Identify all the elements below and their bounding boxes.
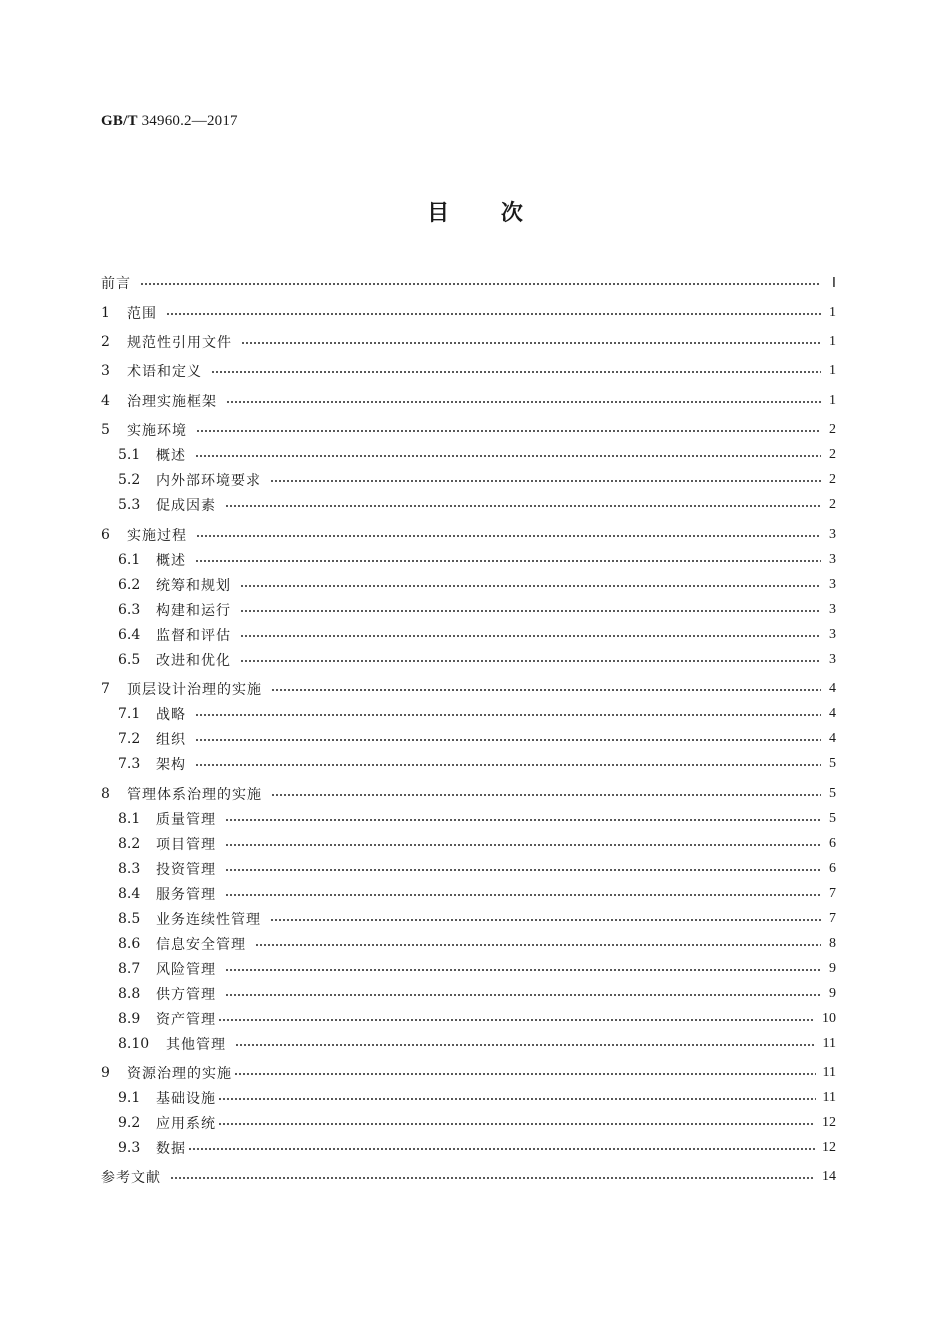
- toc-entry[interactable]: [101, 390, 836, 412]
- toc-entry-page: 3: [829, 552, 836, 567]
- toc-entry[interactable]: [101, 883, 836, 905]
- toc-entry-label: 实施环境: [127, 423, 187, 439]
- toc-leader-dots: [241, 341, 821, 345]
- toc-entry-page: 2: [829, 422, 836, 437]
- toc-entry[interactable]: [101, 1087, 836, 1109]
- toc-entry-number: 1: [101, 305, 110, 321]
- toc-leader-dots: [225, 504, 821, 508]
- toc-entry[interactable]: [101, 494, 836, 516]
- toc-leader-dots: [188, 1147, 815, 1151]
- toc-entry-page: 4: [829, 706, 836, 721]
- toc-entry-page: 11: [822, 1036, 836, 1051]
- toc-entry-number: 7.2: [118, 731, 141, 747]
- toc-leader-dots: [235, 1043, 816, 1047]
- toc-entry[interactable]: [101, 808, 836, 830]
- toc-entry[interactable]: [101, 360, 836, 382]
- toc-entry-label: 促成因素: [156, 498, 216, 514]
- toc-entry[interactable]: [101, 649, 836, 671]
- toc-entry-label: 监督和评估: [156, 628, 231, 644]
- toc-entry-label: 服务管理: [156, 887, 216, 903]
- toc-entry[interactable]: [101, 331, 836, 353]
- toc-entry-number: 9.1: [118, 1090, 141, 1106]
- toc-entry-page: 3: [829, 652, 836, 667]
- toc-entry-page: 3: [829, 577, 836, 592]
- toc-entry[interactable]: [101, 549, 836, 571]
- toc-entry-label: 资源治理的实施: [127, 1066, 232, 1082]
- toc-entry-label: 组织: [156, 732, 186, 748]
- toc-entry-label: 参考文献: [101, 1170, 161, 1186]
- toc-entry-number: 6.5: [118, 652, 141, 668]
- toc-entry-page: 4: [829, 731, 836, 746]
- toc-leader-dots: [225, 968, 821, 972]
- toc-entry-number: 5: [101, 422, 110, 438]
- toc-entry-page: 1: [829, 393, 836, 408]
- toc-entry-label: 应用系统: [156, 1116, 216, 1132]
- toc-entry[interactable]: [101, 678, 836, 700]
- toc-leader-dots: [211, 370, 821, 374]
- toc-entry-number: 5.3: [118, 497, 141, 513]
- toc-entry-page: 8: [829, 936, 836, 951]
- toc-entry-number: 8.6: [118, 936, 141, 952]
- standard-code-prefix: GB/T: [101, 113, 138, 129]
- toc-entry-number: 5.2: [118, 472, 141, 488]
- toc-entry-label: 规范性引用文件: [127, 335, 232, 351]
- toc-leader-dots: [270, 479, 821, 483]
- toc-entry[interactable]: [101, 983, 836, 1005]
- toc-entry[interactable]: [101, 302, 836, 324]
- toc-entry-label: 术语和定义: [127, 364, 202, 380]
- toc-entry[interactable]: [101, 444, 836, 466]
- toc-leader-dots: [240, 609, 821, 613]
- toc-entry-label: 战略: [156, 707, 186, 723]
- toc-entry[interactable]: [101, 272, 836, 294]
- toc-leader-dots: [225, 893, 821, 897]
- toc-entry-number: 7.1: [118, 706, 141, 722]
- toc-entry-label: 信息安全管理: [156, 937, 246, 953]
- toc-entry-page: 9: [829, 986, 836, 1001]
- toc-leader-dots: [195, 559, 821, 563]
- toc-entry-number: 6.3: [118, 602, 141, 618]
- toc-entry-label: 顶层设计治理的实施: [127, 682, 262, 698]
- toc-entry-label: 架构: [156, 757, 186, 773]
- toc-entry-page: 10: [822, 1011, 836, 1026]
- toc-entry-label: 范围: [127, 306, 157, 322]
- toc-entry-number: 6.1: [118, 552, 141, 568]
- toc-entry-number: 3: [101, 363, 110, 379]
- standard-code: [101, 113, 238, 130]
- toc-entry[interactable]: [101, 858, 836, 880]
- toc-entry-label: 概述: [156, 448, 186, 464]
- toc-leader-dots: [218, 1018, 815, 1022]
- toc-leader-dots: [225, 843, 821, 847]
- toc-entry-number: 7: [101, 681, 110, 697]
- toc-leader-dots: [234, 1072, 816, 1076]
- toc-entry-page: 5: [829, 786, 836, 801]
- toc-entry-page: 1: [829, 305, 836, 320]
- toc-entry-page: 2: [829, 447, 836, 462]
- toc-entry-label: 供方管理: [156, 987, 216, 1003]
- toc-entry[interactable]: [101, 1166, 836, 1188]
- toc-leader-dots: [225, 868, 821, 872]
- toc-entry-label: 改进和优化: [156, 653, 231, 669]
- toc-leader-dots: [196, 534, 821, 538]
- toc-leader-dots: [240, 634, 821, 638]
- toc-leader-dots: [195, 763, 821, 767]
- toc-leader-dots: [255, 943, 821, 947]
- toc-entry-page: 11: [822, 1065, 836, 1080]
- toc-entry-page: 6: [829, 861, 836, 876]
- toc-entry[interactable]: [101, 1008, 836, 1030]
- toc-entry-number: 8.4: [118, 886, 141, 902]
- toc-entry[interactable]: [101, 1033, 836, 1055]
- toc-leader-dots: [196, 429, 821, 433]
- toc-entry-page: 7: [829, 911, 836, 926]
- toc-leader-dots: [140, 282, 821, 286]
- toc-entry[interactable]: [101, 703, 836, 725]
- toc-entry-number: 8.5: [118, 911, 141, 927]
- toc-entry-label: 项目管理: [156, 837, 216, 853]
- toc-leader-dots: [271, 688, 821, 692]
- toc-entry-label: 投资管理: [156, 862, 216, 878]
- toc-leader-dots: [225, 993, 821, 997]
- toc-entry-page: 7: [829, 886, 836, 901]
- toc-entry[interactable]: [101, 419, 836, 441]
- toc-entry[interactable]: [101, 728, 836, 750]
- toc-entry-number: 4: [101, 393, 110, 409]
- toc-entry[interactable]: [101, 469, 836, 491]
- toc-leader-dots: [240, 584, 821, 588]
- toc-entry-page: 6: [829, 836, 836, 851]
- toc-entry-page: Ⅰ: [831, 275, 836, 291]
- toc-entry-number: 9: [101, 1065, 110, 1081]
- toc-entry-label: 构建和运行: [156, 603, 231, 619]
- toc-entry-page: 2: [829, 472, 836, 487]
- toc-entry[interactable]: [101, 958, 836, 980]
- toc-entry[interactable]: [101, 933, 836, 955]
- toc-leader-dots: [270, 918, 821, 922]
- toc-entry[interactable]: [101, 624, 836, 646]
- toc-entry-page: 3: [829, 627, 836, 642]
- toc-entry-page: 2: [829, 497, 836, 512]
- toc-entry-label: 其他管理: [166, 1037, 226, 1053]
- toc-entry-label: 风险管理: [156, 962, 216, 978]
- toc-entry-number: 6.2: [118, 577, 141, 593]
- toc-leader-dots: [226, 400, 821, 404]
- toc-entry-page: 12: [822, 1115, 836, 1130]
- toc-leader-dots: [166, 312, 821, 316]
- toc-entry-label: 实施过程: [127, 528, 187, 544]
- toc-entry-label: 前言: [101, 276, 131, 292]
- toc-entry[interactable]: [101, 833, 836, 855]
- toc-entry[interactable]: [101, 1062, 836, 1084]
- toc-leader-dots: [271, 793, 821, 797]
- toc-entry-label: 概述: [156, 553, 186, 569]
- toc-entry-label: 基础设施: [156, 1091, 216, 1107]
- toc-entry-label: 统筹和规划: [156, 578, 231, 594]
- toc-entry-page: 4: [829, 681, 836, 696]
- toc-entry-number: 8.8: [118, 986, 141, 1002]
- toc-entry[interactable]: [101, 574, 836, 596]
- toc-entry-number: 7.3: [118, 756, 141, 772]
- toc-entry-number: 2: [101, 334, 110, 350]
- toc-entry-page: 5: [829, 756, 836, 771]
- toc-leader-dots: [218, 1097, 816, 1101]
- toc-entry-label: 治理实施框架: [127, 394, 217, 410]
- toc-entry-number: 8.3: [118, 861, 141, 877]
- toc-entry-label: 数据: [156, 1141, 186, 1157]
- toc-entry-number: 8.2: [118, 836, 141, 852]
- toc-leader-dots: [195, 738, 821, 742]
- toc-entry-number: 8.9: [118, 1011, 141, 1027]
- toc-entry-number: 6.4: [118, 627, 141, 643]
- toc-entry-page: 1: [829, 363, 836, 378]
- toc-entry-number: 5.1: [118, 447, 141, 463]
- toc-entry-page: 1: [829, 334, 836, 349]
- toc-entry-label: 业务连续性管理: [156, 912, 261, 928]
- toc-entry-page: 3: [829, 602, 836, 617]
- toc-leader-dots: [240, 659, 821, 663]
- toc-entry-number: 9.3: [118, 1140, 141, 1156]
- toc-entry[interactable]: [101, 599, 836, 621]
- toc-entry[interactable]: [101, 753, 836, 775]
- toc-entry-number: 6: [101, 527, 110, 543]
- toc-entry[interactable]: [101, 1137, 836, 1159]
- toc-entry-page: 9: [829, 961, 836, 976]
- toc-entry-page: 11: [822, 1090, 836, 1105]
- toc-entry-number: 8.7: [118, 961, 141, 977]
- toc-leader-dots: [195, 454, 821, 458]
- toc-entry-page: 3: [829, 527, 836, 542]
- toc-entry-label: 资产管理: [156, 1012, 216, 1028]
- toc-entry-label: 质量管理: [156, 812, 216, 828]
- toc-leader-dots: [225, 818, 821, 822]
- toc-leader-dots: [170, 1176, 815, 1180]
- toc-leader-dots: [218, 1122, 815, 1126]
- toc-entry[interactable]: [101, 908, 836, 930]
- standard-code-number: 34960.2—2017: [141, 113, 238, 129]
- toc-entry-number: 9.2: [118, 1115, 141, 1131]
- toc-entry[interactable]: [101, 783, 836, 805]
- toc-entry-number: 8.1: [118, 811, 141, 827]
- toc-entry-label: 管理体系治理的实施: [127, 787, 262, 803]
- toc-entry-number: 8: [101, 786, 110, 802]
- toc-entry-label: 内外部环境要求: [156, 473, 261, 489]
- toc-entry[interactable]: [101, 1112, 836, 1134]
- toc-entry-page: 5: [829, 811, 836, 826]
- toc-leader-dots: [195, 713, 821, 717]
- toc-entry-page: 14: [822, 1169, 836, 1184]
- toc-title: 目 次: [427, 201, 523, 226]
- toc-entry-page: 12: [822, 1140, 836, 1155]
- toc-entry[interactable]: [101, 524, 836, 546]
- toc-entry-number: 8.10: [118, 1036, 150, 1052]
